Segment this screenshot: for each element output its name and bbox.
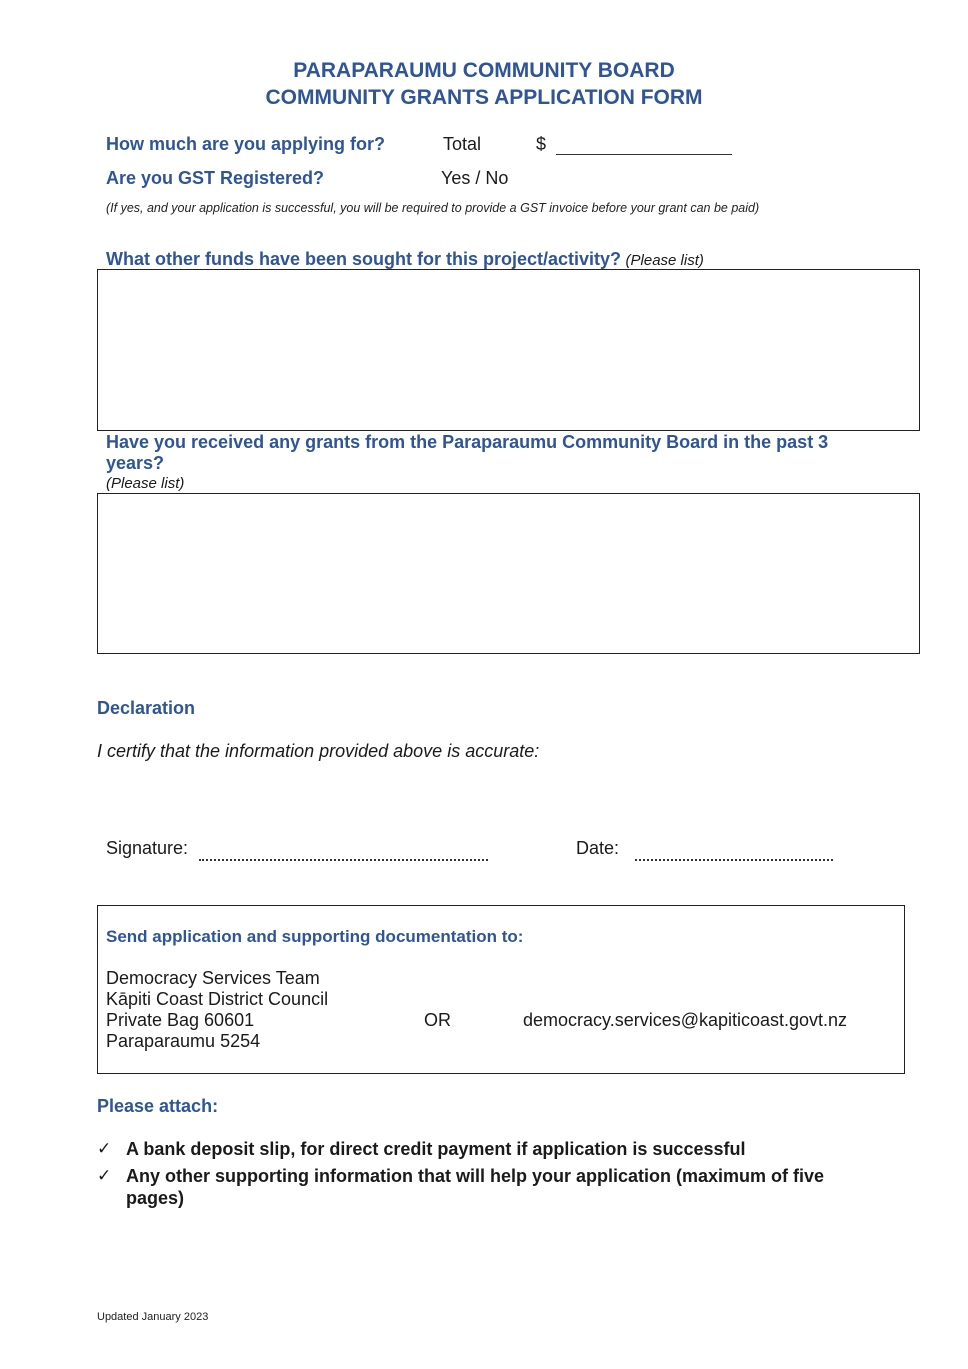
- check-icon: ✓: [97, 1166, 112, 1185]
- attach-item: [97, 1138, 877, 1160]
- address-line-4: Paraparaumu 5254: [106, 1031, 261, 1051]
- past-grants-hint: (Please list): [106, 475, 185, 492]
- other-funds-label: [106, 249, 704, 270]
- gst-note: (If yes, and your application is successful, you will be required to provide a GST invoice before your grant can be paid): [106, 201, 760, 215]
- gst-question: Are you GST Registered?: [106, 168, 325, 188]
- date-field[interactable]: [635, 859, 833, 861]
- declaration-heading: Declaration: [97, 698, 196, 718]
- other-funds-box[interactable]: [97, 269, 920, 431]
- send-to-address: [106, 968, 328, 1052]
- address-line-2: Kāpiti Coast District Council: [106, 989, 329, 1009]
- form-title-line2: COMMUNITY GRANTS APPLICATION FORM: [265, 86, 703, 109]
- send-to-heading: Send application and supporting documentation to:: [106, 927, 524, 946]
- form-title-line1: PARAPARAUMU COMMUNITY BOARD: [293, 59, 675, 82]
- address-line-3: Private Bag 60601: [106, 1010, 255, 1030]
- attach-list: [97, 1138, 877, 1214]
- contact-email[interactable]: democracy.services@kapiticoast.govt.nz: [523, 1010, 848, 1030]
- declaration-statement: I certify that the information provided above is accurate:: [97, 741, 540, 761]
- amount-field[interactable]: [556, 154, 732, 155]
- currency-symbol: $: [536, 134, 547, 154]
- signature-label: Signature:: [106, 838, 189, 858]
- or-label: OR: [424, 1010, 451, 1030]
- amount-question: How much are you applying for?: [106, 134, 386, 154]
- attach-heading: Please attach:: [97, 1096, 219, 1116]
- updated-date: Updated January 2023: [97, 1311, 209, 1323]
- total-label: Total: [443, 134, 482, 154]
- past-grants-question: Have you received any grants from the Paraparaumu Community Board in the past 3 years?: [106, 432, 829, 473]
- other-funds-question: What other funds have been sought for this project/activity?: [106, 249, 622, 269]
- signature-field[interactable]: [199, 859, 488, 861]
- attach-item: [97, 1165, 877, 1209]
- gst-options[interactable]: Yes / No: [441, 168, 509, 188]
- attach-item-text: Any other supporting information that will help your application (maximum of five pages): [126, 1166, 825, 1208]
- address-line-1: Democracy Services Team: [106, 968, 320, 988]
- attach-item-text: A bank deposit slip, for direct credit payment if application is successful: [126, 1139, 746, 1159]
- check-icon: ✓: [97, 1139, 112, 1158]
- other-funds-hint: (Please list): [625, 252, 704, 269]
- past-grants-box[interactable]: [97, 493, 920, 654]
- date-label: Date:: [576, 838, 620, 858]
